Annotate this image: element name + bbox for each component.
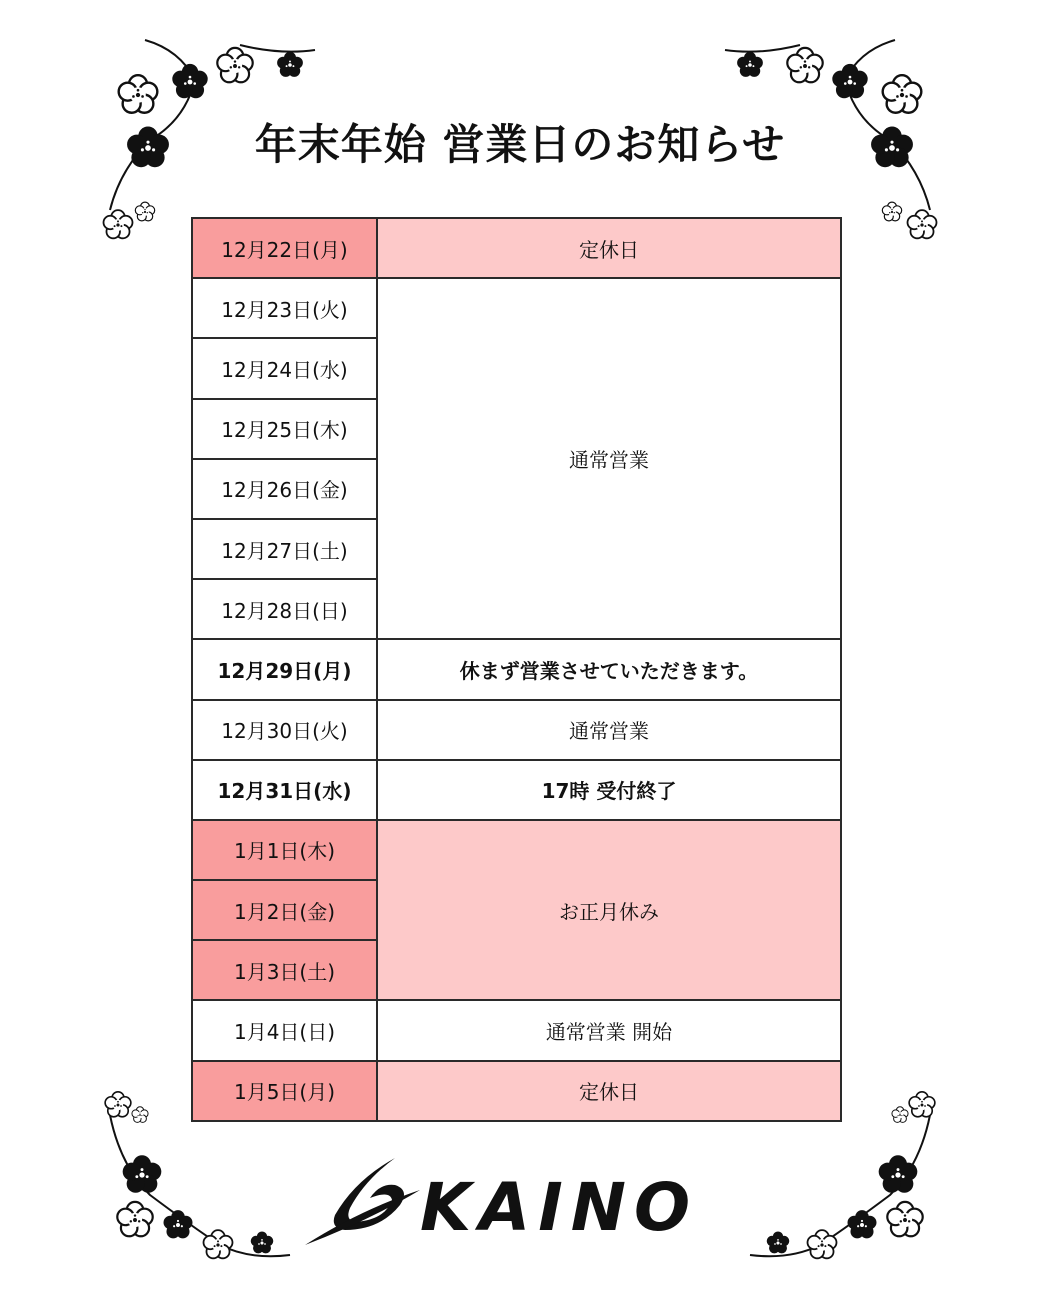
status-cell: 通常営業 xyxy=(377,700,841,760)
date-cell: 12月22日(月) xyxy=(192,218,377,278)
table-row xyxy=(192,1000,841,1060)
date-cell: 1月1日(木) xyxy=(192,820,377,880)
date-cell: 12月24日(水) xyxy=(192,338,377,398)
table-row xyxy=(192,639,841,699)
date-cell: 12月29日(月) xyxy=(192,639,377,699)
status-cell: 休まず営業させていただきます。 xyxy=(377,639,841,699)
date-cell: 1月3日(土) xyxy=(192,940,377,1000)
date-cell: 12月28日(日) xyxy=(192,579,377,639)
table-row xyxy=(192,760,841,820)
date-cell: 12月26日(金) xyxy=(192,459,377,519)
date-cell: 1月4日(日) xyxy=(192,1000,377,1060)
status-cell: 定休日 xyxy=(377,1061,841,1121)
status-cell: 通常営業 xyxy=(377,278,841,639)
table-row xyxy=(192,1061,841,1121)
date-cell: 12月23日(火) xyxy=(192,278,377,338)
date-cell: 1月2日(金) xyxy=(192,880,377,940)
table-row xyxy=(192,820,841,880)
table-row xyxy=(192,218,841,278)
status-cell: お正月休み xyxy=(377,820,841,1001)
schedule-table xyxy=(191,217,842,1122)
swoosh-logo-icon xyxy=(305,1158,420,1245)
table-row xyxy=(192,700,841,760)
kaino-logo xyxy=(300,1150,750,1250)
status-cell: 定休日 xyxy=(377,218,841,278)
date-cell: 1月5日(月) xyxy=(192,1061,377,1121)
table-row xyxy=(192,278,841,338)
page-title: 年末年始 営業日のお知らせ xyxy=(254,120,786,169)
status-cell: 通常営業 開始 xyxy=(377,1000,841,1060)
date-cell: 12月30日(火) xyxy=(192,700,377,760)
date-cell: 12月25日(木) xyxy=(192,399,377,459)
status-cell: 17時 受付終了 xyxy=(377,760,841,820)
date-cell: 12月31日(水) xyxy=(192,760,377,820)
date-cell: 12月27日(土) xyxy=(192,519,377,579)
logo-text: KAINO xyxy=(420,1169,699,1246)
